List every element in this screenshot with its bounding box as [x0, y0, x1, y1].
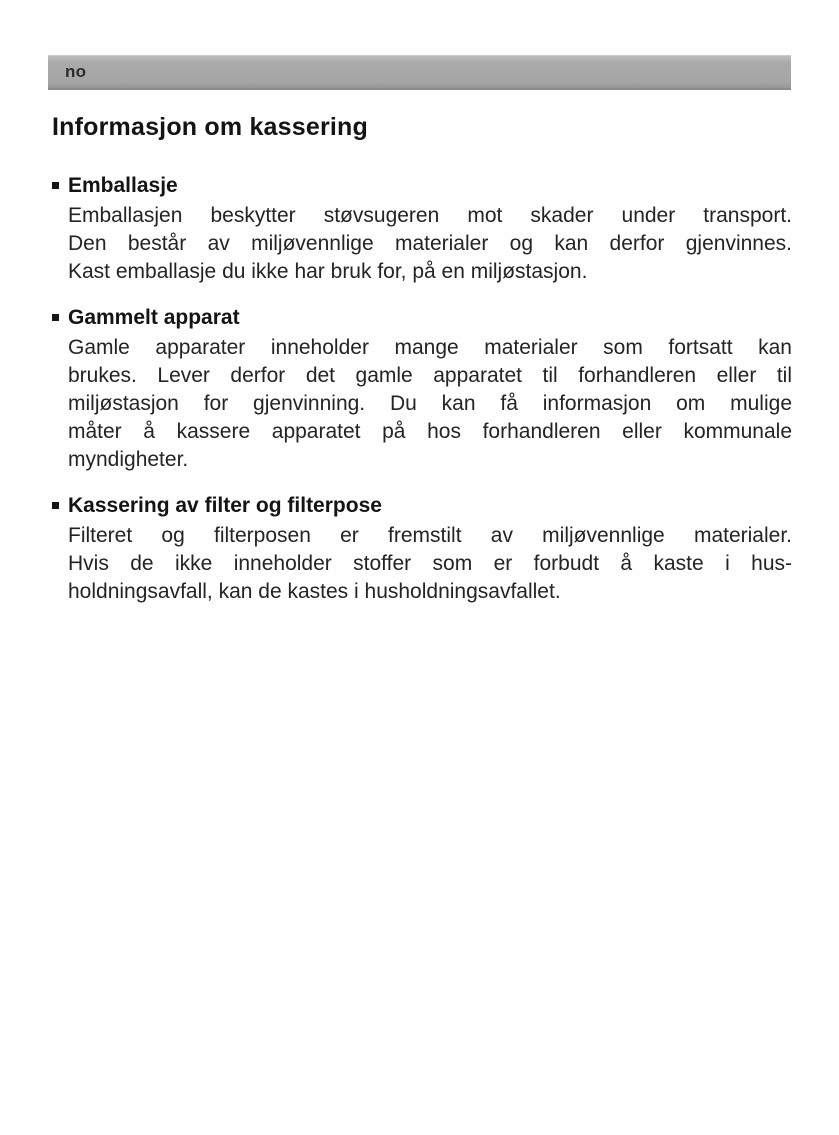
section-heading-row [52, 492, 792, 520]
section-paragraph [68, 522, 792, 606]
paragraph-line: måter å kassere apparatet på hos forhandleren eller kommunale [68, 420, 792, 443]
paragraph-line: Hvis de ikke inneholder stoffer som er forbudt å kaste i hus- [68, 552, 792, 575]
paragraph-line: Gamle apparater inneholder mange materialer som fortsatt kan [68, 336, 792, 359]
section-heading: Emballasje [68, 174, 178, 197]
paragraph-line: brukes. Lever derfor det gamle apparatet til forhandleren eller til [68, 364, 792, 387]
page-title: Informasjon om kassering [52, 113, 368, 141]
section-paragraph [68, 334, 792, 474]
paragraph-line: myndigheter. [68, 448, 189, 471]
language-tab-bar [48, 55, 791, 90]
disposal-section [52, 172, 792, 286]
paragraph-line: holdningsavfall, kan de kastes i husholdningsavfallet. [68, 580, 561, 603]
paragraph-line: miljøstasjon for gjenvinning. Du kan få informasjon om mulige [68, 392, 792, 415]
paragraph-line: Filteret og filterposen er fremstilt av miljøvennlige materialer. [68, 524, 792, 547]
square-bullet-icon [52, 304, 68, 332]
paragraph-line: Emballasjen beskytter støvsugeren mot skader under transport. [68, 204, 792, 227]
section-heading-row [52, 304, 792, 332]
paragraph-line: Kast emballasje du ikke har bruk for, på en miljøstasjon. [68, 260, 588, 283]
paragraph-line: Den består av miljøvennlige materialer og kan derfor gjenvinnes. [68, 232, 792, 255]
square-bullet-icon [52, 492, 68, 520]
disposal-section [52, 492, 792, 606]
language-code-label: no [65, 62, 87, 81]
section-paragraph [68, 202, 792, 286]
section-heading-row [52, 172, 792, 200]
sections [52, 172, 792, 606]
page-content [52, 112, 792, 624]
section-heading: Gammelt apparat [68, 306, 240, 329]
square-bullet-icon [52, 172, 68, 200]
section-heading: Kassering av filter og filterpose [68, 494, 382, 517]
disposal-section [52, 304, 792, 474]
